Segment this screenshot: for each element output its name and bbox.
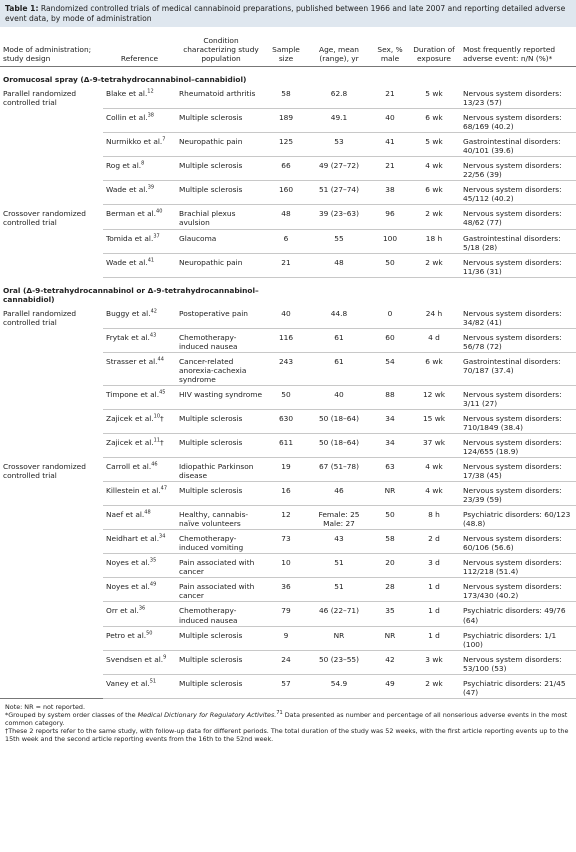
age-cell: 50 (23–55) (306, 650, 372, 674)
study-design (0, 229, 103, 253)
adverse-cell: Nervous system disorders: 48/62 (77) (460, 205, 576, 229)
condition-cell: Multiple sclerosis (176, 482, 266, 506)
sex-cell: 50 (372, 253, 408, 277)
adverse-cell: Nervous system disorders: 34/82 (41) (460, 305, 576, 329)
reference-cell: Frytak et al.$^{43}$ (103, 328, 176, 352)
reference-cell: Carroll et al.$^{46}$ (103, 458, 176, 482)
duration-cell: 4 wk (408, 458, 460, 482)
sample-cell: 243 (266, 352, 306, 385)
sex-cell: 63 (372, 458, 408, 482)
adverse-cell: Gastrointestinal disorders: 40/101 (39.6) (460, 133, 576, 157)
table-row (0, 409, 576, 433)
header-condition: Condition characterizing study population (176, 27, 266, 67)
age-cell: 62.8 (306, 85, 372, 109)
duration-cell: 4 d (408, 328, 460, 352)
age-cell: 44.8 (306, 305, 372, 329)
adverse-cell: Nervous system disorders: 56/78 (72) (460, 328, 576, 352)
sex-cell: 34 (372, 409, 408, 433)
adverse-cell: Nervous system disorders: 17/38 (45) (460, 458, 576, 482)
condition-cell: Neuropathic pain (176, 133, 266, 157)
sex-cell: 34 (372, 434, 408, 458)
condition-cell: Postoperative pain (176, 305, 266, 329)
reference-cell: Petro et al.$^{50}$ (103, 626, 176, 650)
reference-cell: Buggy et al.$^{42}$ (103, 305, 176, 329)
study-design (0, 482, 103, 506)
sex-cell: 100 (372, 229, 408, 253)
adverse-cell: Nervous system disorders: 710/1849 (38.4) (460, 409, 576, 433)
reference-cell: Wade et al.$^{41}$ (103, 253, 176, 277)
sample-cell: 10 (266, 554, 306, 578)
sex-cell: 58 (372, 530, 408, 554)
reference-cell: Timpone et al.$^{45}$ (103, 385, 176, 409)
study-design (0, 109, 103, 133)
age-cell: NR (306, 626, 372, 650)
duration-cell: 24 h (408, 305, 460, 329)
study-design (0, 253, 103, 277)
age-cell: 48 (306, 253, 372, 277)
duration-cell: 2 wk (408, 674, 460, 698)
age-cell: 46 (22–71) (306, 602, 372, 626)
duration-cell: 6 wk (408, 181, 460, 205)
study-design (0, 602, 103, 626)
duration-cell: 1 d (408, 626, 460, 650)
duration-cell: 2 wk (408, 205, 460, 229)
table-row (0, 229, 576, 253)
reference-cell: Orr et al.$^{36}$ (103, 602, 176, 626)
condition-cell: Pain associated with cancer (176, 578, 266, 602)
age-cell: 49.1 (306, 109, 372, 133)
study-design (0, 385, 103, 409)
sample-cell: 21 (266, 253, 306, 277)
adverse-cell: Psychiatric disorders: 1/1 (100) (460, 626, 576, 650)
table-body (0, 67, 576, 699)
study-design (0, 554, 103, 578)
sex-cell: 35 (372, 602, 408, 626)
study-design (0, 434, 103, 458)
study-design: Parallel randomized controlled trial (3, 308, 77, 327)
sample-cell: 16 (266, 482, 306, 506)
adverse-cell: Nervous system disorders: 173/430 (40.2) (460, 578, 576, 602)
table-notes (0, 699, 576, 743)
sex-cell: 54 (372, 352, 408, 385)
reference-cell: Wade et al.$^{39}$ (103, 181, 176, 205)
table-caption (0, 0, 576, 27)
adverse-cell: Nervous system disorders: 23/39 (59) (460, 482, 576, 506)
condition-cell: Multiple sclerosis (176, 626, 266, 650)
study-design (0, 352, 103, 385)
sample-cell: 189 (266, 109, 306, 133)
sex-cell: 0 (372, 305, 408, 329)
sample-cell: 66 (266, 157, 306, 181)
reference-cell: Collin et al.$^{38}$ (103, 109, 176, 133)
age-cell: 67 (51–78) (306, 458, 372, 482)
duration-cell: 6 wk (408, 109, 460, 133)
sample-cell: 73 (266, 530, 306, 554)
condition-cell: Pain associated with cancer (176, 554, 266, 578)
age-cell: 49 (27–72) (306, 157, 372, 181)
reference-cell: Zajicek et al.$^{11}$† (103, 434, 176, 458)
sex-cell: 40 (372, 109, 408, 133)
study-design (0, 674, 103, 698)
condition-cell: Idiopathic Parkinson disease (176, 458, 266, 482)
table-row (0, 305, 576, 329)
reference-cell: Blake et al.$^{12}$ (103, 85, 176, 109)
sex-cell: 96 (372, 205, 408, 229)
adverse-cell: Psychiatric disorders: 60/123 (48.8) (460, 506, 576, 530)
condition-cell: Chemotherapy-induced nausea (176, 602, 266, 626)
header-duration: Duration of exposure (408, 27, 460, 67)
study-design (0, 578, 103, 602)
sample-cell: 40 (266, 305, 306, 329)
duration-cell: 6 wk (408, 352, 460, 385)
header-adverse: Most frequently reported adverse event: n/N (%)* (460, 27, 576, 67)
header-sex: Sex, % male (372, 27, 408, 67)
table-row (0, 458, 576, 482)
sample-cell: 50 (266, 385, 306, 409)
condition-cell: Multiple sclerosis (176, 434, 266, 458)
condition-cell: Multiple sclerosis (176, 650, 266, 674)
study-design (0, 328, 103, 352)
section-row (0, 277, 576, 305)
condition-cell: Cancer-related anorexia-cachexia syndrome (176, 352, 266, 385)
duration-cell: 8 h (408, 506, 460, 530)
duration-cell: 1 d (408, 602, 460, 626)
condition-cell: Chemotherapy-induced nausea (176, 328, 266, 352)
reference-cell: Neidhart et al.$^{34}$ (103, 530, 176, 554)
table-row (0, 328, 576, 352)
sample-cell: 9 (266, 626, 306, 650)
condition-cell: Rheumatoid arthritis (176, 85, 266, 109)
sample-cell: 24 (266, 650, 306, 674)
sex-cell: 60 (372, 328, 408, 352)
sample-cell: 58 (266, 85, 306, 109)
duration-cell: 4 wk (408, 157, 460, 181)
table-row (0, 109, 576, 133)
sex-cell: 50 (372, 506, 408, 530)
duration-cell: 2 wk (408, 253, 460, 277)
adverse-events-table (0, 27, 576, 699)
table-row (0, 554, 576, 578)
table-row (0, 253, 576, 277)
study-design (0, 506, 103, 530)
sex-cell: 49 (372, 674, 408, 698)
duration-cell: 1 d (408, 578, 460, 602)
reference-cell: Noyes et al.$^{49}$ (103, 578, 176, 602)
header-age: Age, mean (range), yr (306, 27, 372, 67)
duration-cell: 5 wk (408, 85, 460, 109)
section-row (0, 67, 576, 86)
sex-cell: 42 (372, 650, 408, 674)
section-title: Oral (Δ-9-tetrahydrocannabinol or Δ-9-tetrahydrocannabinol–cannabidiol) (3, 285, 259, 304)
header-mode: Mode of administration; study design (0, 27, 103, 67)
adverse-cell: Psychiatric disorders: 49/76 (64) (460, 602, 576, 626)
study-design: Parallel randomized controlled trial (3, 89, 77, 108)
age-cell: 43 (306, 530, 372, 554)
condition-cell: Multiple sclerosis (176, 157, 266, 181)
header-reference: Reference (103, 27, 176, 67)
caption-label: Table 1: (5, 4, 39, 13)
duration-cell: 4 wk (408, 482, 460, 506)
sample-cell: 36 (266, 578, 306, 602)
adverse-cell: Nervous system disorders: 124/655 (18.9) (460, 434, 576, 458)
section-title: Oromucosal spray (Δ-9-tetrahydrocannabinol–cannabidiol) (3, 75, 247, 85)
sex-cell: 20 (372, 554, 408, 578)
age-cell: 50 (18–64) (306, 409, 372, 433)
sex-cell: 21 (372, 85, 408, 109)
adverse-cell: Nervous system disorders: 22/56 (39) (460, 157, 576, 181)
condition-cell: Multiple sclerosis (176, 181, 266, 205)
table-row (0, 482, 576, 506)
duration-cell: 15 wk (408, 409, 460, 433)
sex-cell: 21 (372, 157, 408, 181)
condition-cell: Multiple sclerosis (176, 409, 266, 433)
sex-cell: 41 (372, 133, 408, 157)
adverse-cell: Gastrointestinal disorders: 5/18 (28) (460, 229, 576, 253)
reference-cell: Tomida et al.$^{37}$ (103, 229, 176, 253)
table-row (0, 352, 576, 385)
reference-cell: Naef et al.$^{48}$ (103, 506, 176, 530)
age-cell: 61 (306, 352, 372, 385)
age-cell: 40 (306, 385, 372, 409)
study-design (0, 650, 103, 674)
reference-cell: Killestein et al.$^{47}$ (103, 482, 176, 506)
study-design (0, 157, 103, 181)
age-cell: 61 (306, 328, 372, 352)
table-row (0, 578, 576, 602)
table-row (0, 530, 576, 554)
study-design (0, 181, 103, 205)
table-row (0, 133, 576, 157)
condition-cell: HIV wasting syndrome (176, 385, 266, 409)
age-cell: 51 (306, 554, 372, 578)
study-design (0, 530, 103, 554)
sample-cell: 79 (266, 602, 306, 626)
sex-cell: 88 (372, 385, 408, 409)
sample-cell: 630 (266, 409, 306, 433)
table-row (0, 650, 576, 674)
table-row (0, 181, 576, 205)
sex-cell: 38 (372, 181, 408, 205)
sex-cell: 28 (372, 578, 408, 602)
header-sample: Sample size (266, 27, 306, 67)
study-design: Crossover randomized controlled trial (3, 208, 86, 227)
adverse-cell: Nervous system disorders: 60/106 (56.6) (460, 530, 576, 554)
adverse-cell: Nervous system disorders: 53/100 (53) (460, 650, 576, 674)
table-row (0, 385, 576, 409)
table-row (0, 674, 576, 698)
table-row (0, 626, 576, 650)
adverse-cell: Nervous system disorders: 11/36 (31) (460, 253, 576, 277)
duration-cell: 3 wk (408, 650, 460, 674)
table-row (0, 205, 576, 229)
adverse-cell: Nervous system disorders: 68/169 (40.2) (460, 109, 576, 133)
table-row (0, 602, 576, 626)
reference-cell: Rog et al.$^8$ (103, 157, 176, 181)
sample-cell: 611 (266, 434, 306, 458)
reference-cell: Zajicek et al.$^{10}$† (103, 409, 176, 433)
duration-cell: 18 h (408, 229, 460, 253)
header-row (0, 27, 576, 67)
sample-cell: 116 (266, 328, 306, 352)
table-row (0, 506, 576, 530)
reference-cell: Nurmikko et al.$^7$ (103, 133, 176, 157)
age-cell: 51 (27–74) (306, 181, 372, 205)
adverse-cell: Gastrointestinal disorders: 70/187 (37.4) (460, 352, 576, 385)
age-cell: 51 (306, 578, 372, 602)
condition-cell: Glaucoma (176, 229, 266, 253)
age-cell: 54.9 (306, 674, 372, 698)
sample-cell: 125 (266, 133, 306, 157)
age-cell: 55 (306, 229, 372, 253)
age-cell: 46 (306, 482, 372, 506)
reference-cell: Berman et al.$^{40}$ (103, 205, 176, 229)
sample-cell: 57 (266, 674, 306, 698)
duration-cell: 12 wk (408, 385, 460, 409)
sample-cell: 48 (266, 205, 306, 229)
duration-cell: 3 d (408, 554, 460, 578)
duration-cell: 37 wk (408, 434, 460, 458)
condition-cell: Brachial plexus avulsion (176, 205, 266, 229)
adverse-cell: Nervous system disorders: 112/218 (51.4) (460, 554, 576, 578)
sample-cell: 19 (266, 458, 306, 482)
sex-cell: NR (372, 626, 408, 650)
sample-cell: 12 (266, 506, 306, 530)
adverse-cell: Nervous system disorders: 13/23 (57) (460, 85, 576, 109)
sample-cell: 6 (266, 229, 306, 253)
adverse-cell: Nervous system disorders: 3/11 (27) (460, 385, 576, 409)
age-cell: 53 (306, 133, 372, 157)
note-star: *Grouped by system order classes of the Medical Dictionary for Regulatory Activites.$^{71}$ Data presented as number and percentage of all nonserious adverse events in the most common category. (5, 709, 568, 727)
duration-cell: 5 wk (408, 133, 460, 157)
study-design: Crossover randomized controlled trial (3, 461, 86, 480)
adverse-cell: Nervous system disorders: 45/112 (40.2) (460, 181, 576, 205)
adverse-cell: Psychiatric disorders: 21/45 (47) (460, 674, 576, 698)
age-cell: 39 (23–63) (306, 205, 372, 229)
age-cell: 50 (18–64) (306, 434, 372, 458)
study-design (0, 626, 103, 650)
note-dagger: †These 2 reports refer to the same study, with follow-up data for different periods. The total duration of the study was 52 weeks, with the first article reporting events up to the 15th week and the second article reporting events from the 16th to the 52nd week. (5, 726, 569, 743)
table-row (0, 434, 576, 458)
condition-cell: Multiple sclerosis (176, 109, 266, 133)
reference-cell: Svendsen et al.$^9$ (103, 650, 176, 674)
condition-cell: Neuropathic pain (176, 253, 266, 277)
caption-text: Randomized controlled trials of medical cannabinoid preparations, published between 1966 and late 2007 and reporting detailed adverse event data, by mode of administration (5, 4, 566, 23)
reference-cell: Vaney et al.$^{51}$ (103, 674, 176, 698)
table-row (0, 85, 576, 109)
reference-cell: Strasser et al.$^{44}$ (103, 352, 176, 385)
condition-cell: Chemotherapy-induced vomiting (176, 530, 266, 554)
table-row (0, 157, 576, 181)
sex-cell: NR (372, 482, 408, 506)
study-design (0, 133, 103, 157)
duration-cell: 2 d (408, 530, 460, 554)
condition-cell: Multiple sclerosis (176, 674, 266, 698)
study-design (0, 409, 103, 433)
sample-cell: 160 (266, 181, 306, 205)
note-nr: Note: NR = not reported. (5, 702, 85, 711)
reference-cell: Noyes et al.$^{35}$ (103, 554, 176, 578)
age-cell: Female: 25 Male: 27 (306, 506, 372, 530)
condition-cell: Healthy, cannabis-naïve volunteers (176, 506, 266, 530)
